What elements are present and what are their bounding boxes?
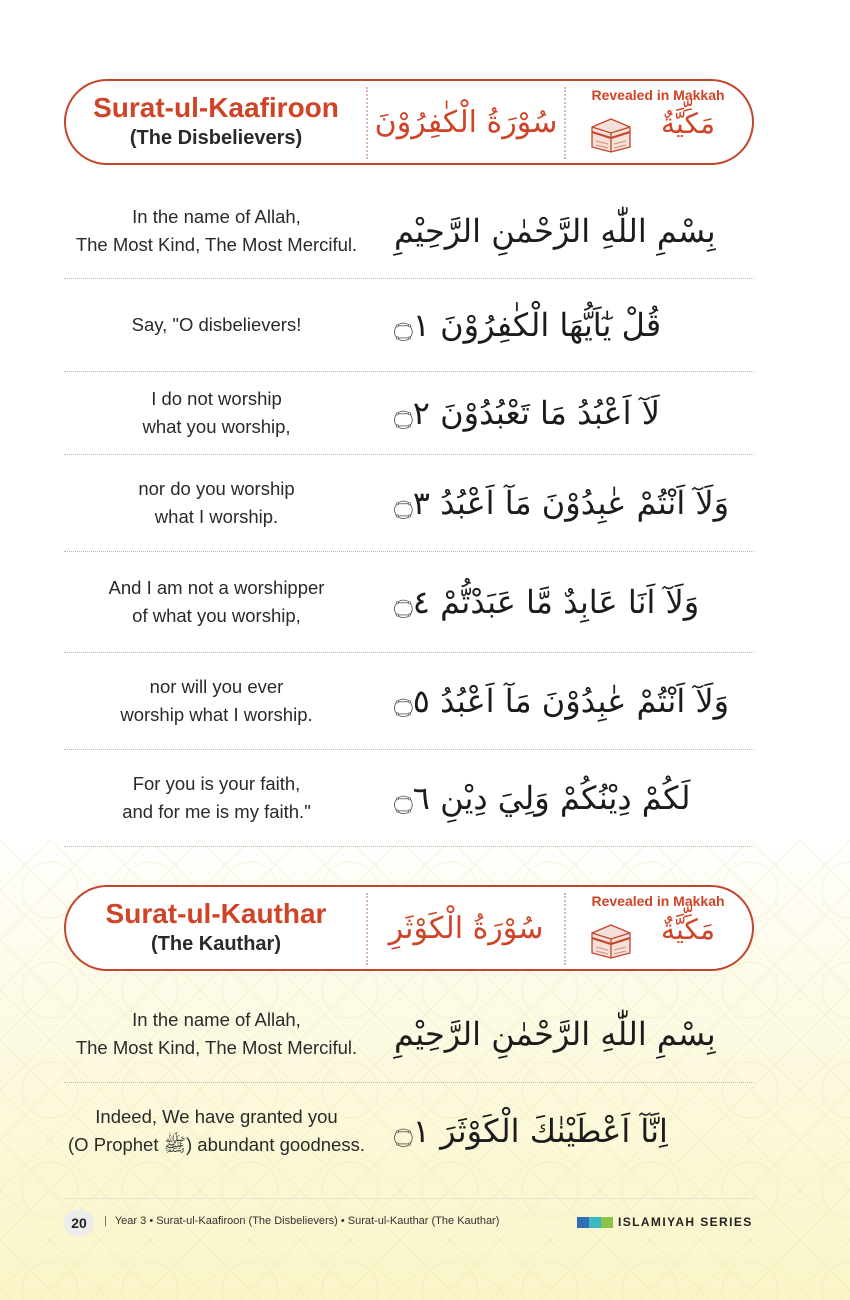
makki-arabic: مَكِّيَّةٌ — [661, 107, 715, 140]
series-swatch — [577, 1217, 589, 1228]
verse-arabic: قُلْ يٰٓاَيُّهَا الْكٰفِرُوْنَ ۝١ — [394, 306, 662, 344]
makki-arabic: مَكِّيَّةٌ — [661, 913, 715, 946]
verse-row — [64, 986, 754, 1083]
verse-row — [64, 750, 754, 847]
surah-title: Surat-ul-Kaafiroon — [93, 92, 339, 123]
verse-translation: In the name of Allah, The Most Kind, The Most Merciful. — [75, 205, 358, 255]
footer-text — [104, 1215, 499, 1227]
revealed-label: Revealed in Makkah — [591, 893, 725, 909]
verse-arabic: وَلَآ اَنَا عَابِدٌ مَّا عَبَدْتُّمْ ۝٤ — [394, 583, 700, 621]
verse-arabic: وَلَآ اَنْتُمْ عٰبِدُوْنَ مَآ اَعْبُدُ ۝٣ — [394, 484, 730, 522]
verse-translation: In the name of Allah, The Most Kind, The Most Merciful. — [75, 1009, 358, 1058]
footer-divider — [64, 1198, 756, 1199]
surah-subtitle: (The Kauthar) — [151, 933, 281, 955]
surah-subtitle: (The Disbelievers) — [129, 127, 303, 149]
verse-arabic: لَكُمْ دِيْنُكُمْ وَلِيَ دِيْنِ ۝٦ — [394, 779, 691, 817]
verse-row — [64, 552, 754, 653]
verse-row — [64, 653, 754, 750]
verse-row — [64, 455, 754, 552]
series-swatch — [601, 1217, 613, 1228]
verse-translation: nor will you ever worship what I worship. — [120, 676, 313, 725]
surah-header-kaafiroon — [64, 79, 754, 165]
verse-row — [64, 183, 754, 279]
divider — [564, 893, 566, 965]
surah-title: Surat-ul-Kauthar — [105, 898, 327, 929]
revealed-label: Revealed in Makkah — [591, 87, 725, 103]
verse-arabic: اِنَّآ اَعْطَيْنٰكَ الْكَوْثَرَ ۝١ — [394, 1111, 668, 1150]
verse-translation: For you is your faith, and for me is my faith." — [122, 773, 311, 822]
verse-arabic: لَآ اَعْبُدُ مَا تَعْبُدُوْنَ ۝٢ — [394, 394, 660, 432]
verse-translation: Say, "O disbelievers! — [131, 314, 302, 335]
verse-row — [64, 372, 754, 455]
verse-row — [64, 1083, 754, 1178]
verse-translation: And I am not a worshipper of what you worship, — [108, 577, 325, 626]
verse-translation: nor do you worship what I worship. — [138, 478, 295, 527]
page-number: 20 — [64, 1210, 94, 1236]
verse-arabic: بِسْمِ اللّٰهِ الرَّحْمٰنِ الرَّحِيْمِ — [394, 211, 716, 250]
footer-separator: | — [104, 1215, 107, 1227]
divider — [564, 87, 566, 159]
series-logo — [577, 1215, 753, 1229]
kaaba-icon — [590, 113, 632, 153]
verse-translation: I do not worship what you worship, — [142, 388, 291, 437]
verse-arabic: وَلَآ اَنْتُمْ عٰبِدُوْنَ مَآ اَعْبُدُ ۝٥ — [394, 682, 730, 720]
kaaba-icon — [590, 919, 632, 959]
footer-breadcrumb: Year 3 • Surat-ul-Kaafiroon (The Disbelievers) • Surat-ul-Kauthar (The Kauthar) — [114, 1215, 500, 1227]
verse-arabic: بِسْمِ اللّٰهِ الرَّحْمٰنِ الرَّحِيْمِ — [394, 1015, 716, 1053]
verse-translation: Indeed, We have granted you (O Prophet ﷺ) abundant goodness. — [68, 1105, 365, 1155]
surah-arabic-title: سُوْرَةُ الْكَوْثَرِ — [388, 910, 544, 946]
surah-arabic-title: سُوْرَةُ الْكٰفِرُوْنَ — [374, 104, 558, 140]
surah-header-kauthar — [64, 885, 754, 971]
series-swatch — [589, 1217, 601, 1228]
series-label: ISLAMIYAH SERIES — [618, 1215, 753, 1229]
verse-row — [64, 279, 754, 372]
